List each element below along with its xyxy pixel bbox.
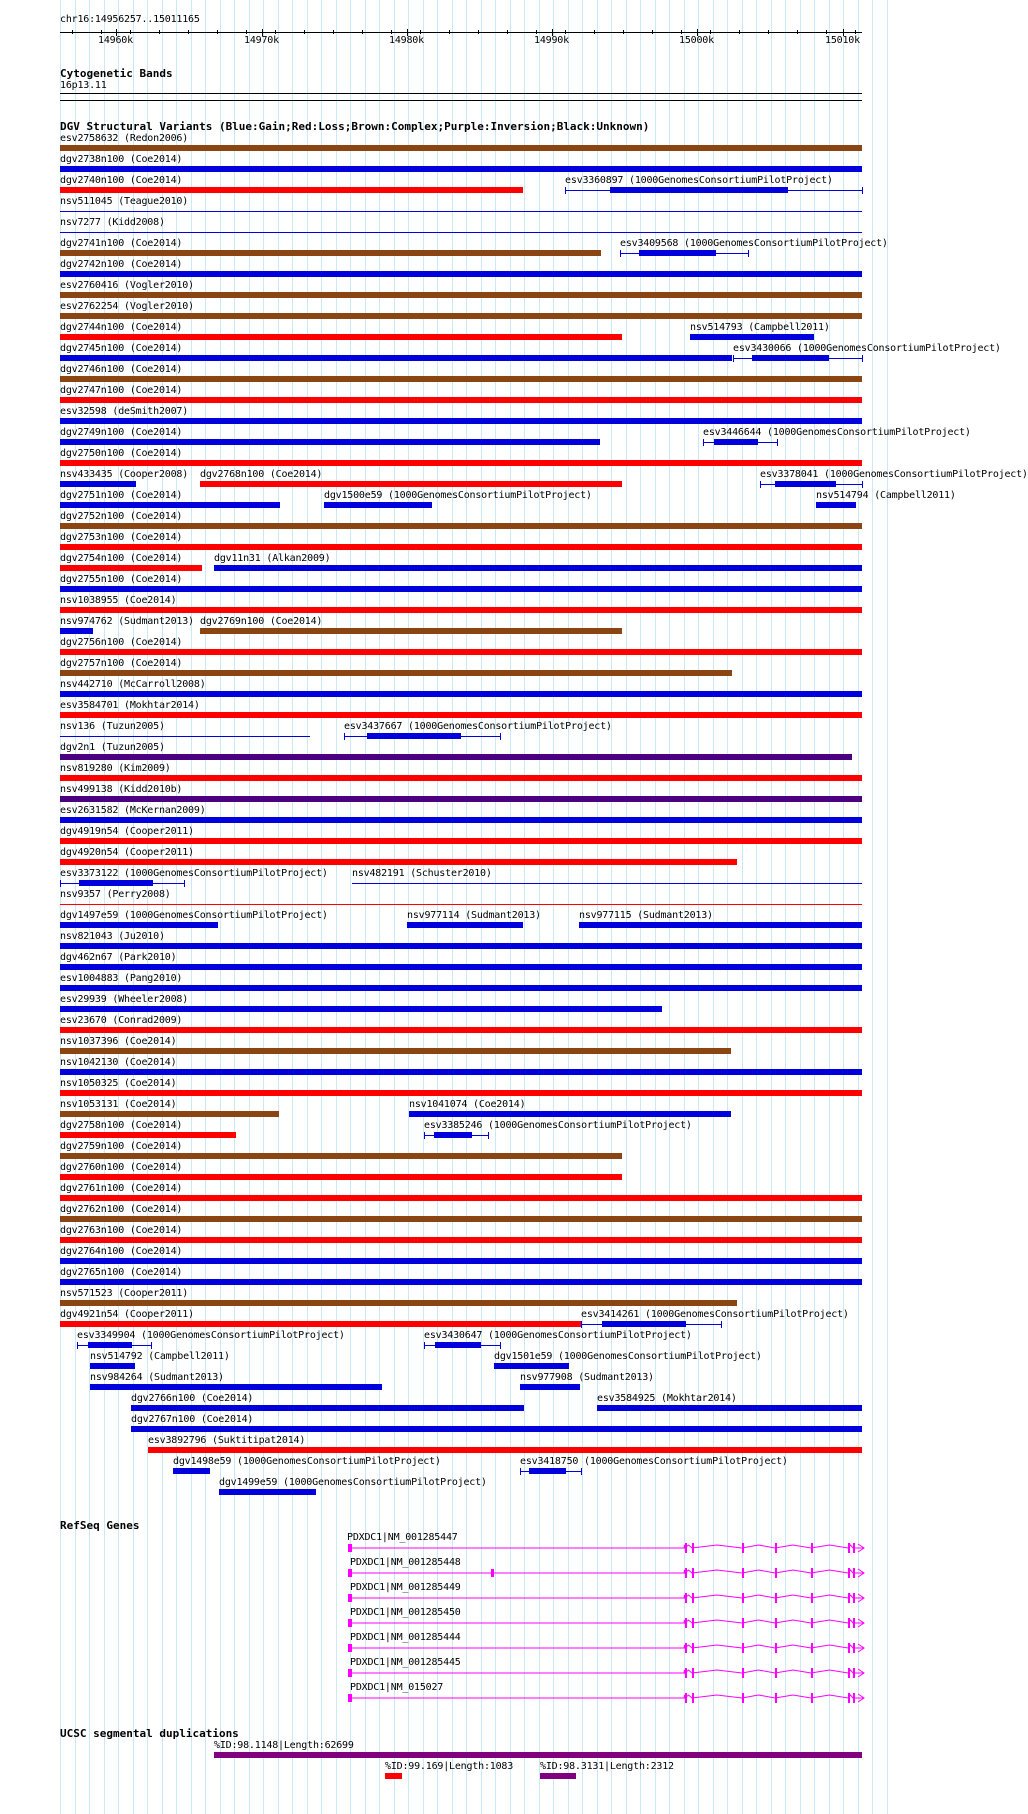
- variant-bar: [60, 943, 862, 949]
- variant-bar: [690, 334, 814, 340]
- segdup-label: %ID:98.1148|Length:62699: [214, 1740, 354, 1751]
- ruler-minor-tick: [304, 30, 305, 34]
- variant-bar: [60, 187, 523, 193]
- gene-structure: [348, 1593, 868, 1607]
- variant-label: nsv1038955 (Coe2014): [60, 595, 177, 606]
- gene-structure: [348, 1693, 868, 1707]
- variant-bar: [620, 250, 621, 257]
- ruler-minor-tick: [159, 30, 160, 34]
- variant-bar: [60, 166, 862, 172]
- variant-bar: [777, 439, 778, 446]
- variant-bar: [500, 1342, 501, 1349]
- variant-bar: [60, 1195, 862, 1201]
- variant-bar: [721, 1321, 722, 1328]
- variant-label: esv3385246 (1000GenomesConsortiumPilotProject): [424, 1120, 692, 1131]
- variant-label: esv29939 (Wheeler2008): [60, 994, 189, 1005]
- variant-label: nsv819280 (Kim2009): [60, 763, 171, 774]
- ruler-axis: [60, 32, 862, 33]
- variant-label: esv1004883 (Pang2010): [60, 973, 183, 984]
- variant-bar: [60, 1048, 731, 1054]
- variant-label: esv23670 (Conrad2009): [60, 1015, 183, 1026]
- variant-label: esv2760416 (Vogler2010): [60, 280, 194, 291]
- variant-bar: [60, 1258, 862, 1264]
- variant-bar: [639, 250, 716, 256]
- variant-label: dgv2762n100 (Coe2014): [60, 1204, 183, 1215]
- variant-bar: [60, 1111, 279, 1117]
- variant-label: dgv1497e59 (1000GenomesConsortiumPilotProject): [60, 910, 328, 921]
- variant-label: esv3418750 (1000GenomesConsortiumPilotProject): [520, 1456, 788, 1467]
- variant-label: dgv2761n100 (Coe2014): [60, 1183, 183, 1194]
- segdup-title: UCSC segmental duplications: [60, 1727, 239, 1740]
- variant-bar: [760, 481, 761, 488]
- variant-bar: [862, 481, 863, 488]
- cyto-title: Cytogenetic Bands: [60, 67, 173, 80]
- ruler-minor-tick: [275, 30, 276, 34]
- variant-bar: [200, 481, 622, 487]
- variant-bar: [816, 502, 856, 508]
- ruler-tick-label: 14980k: [389, 35, 424, 46]
- variant-bar: [60, 817, 862, 823]
- variant-label: dgv2767n100 (Coe2014): [131, 1414, 254, 1425]
- dgv-title: DGV Structural Variants (Blue:Gain;Red:Loss;Brown:Complex;Purple:Inversion;Black:Unknown): [60, 120, 650, 133]
- gene-label: PDXDC1|NM_001285447: [347, 1532, 458, 1543]
- variant-label: esv3584925 (Mokhtar2014): [597, 1393, 737, 1404]
- variant-bar: [579, 922, 862, 928]
- gene-structure: [348, 1668, 868, 1682]
- variant-bar: [60, 1216, 862, 1222]
- variant-label: dgv11n31 (Alkan2009): [214, 553, 331, 564]
- variant-label: esv32598 (deSmith2007): [60, 406, 189, 417]
- segdup-label: %ID:99.169|Length:1083: [385, 1761, 514, 1772]
- ruler-minor-tick: [420, 30, 421, 34]
- variant-bar: [200, 628, 622, 634]
- ruler-minor-tick: [130, 30, 131, 34]
- variant-bar: [602, 1321, 686, 1327]
- variant-bar: [173, 1468, 210, 1474]
- variant-bar: [77, 1342, 78, 1349]
- variant-bar: [60, 271, 862, 277]
- gene-structure: [348, 1618, 868, 1632]
- variant-label: esv3430647 (1000GenomesConsortiumPilotProject): [424, 1330, 692, 1341]
- ruler-tick-label: 14960k: [98, 35, 133, 46]
- cyto-band-label: 16p13.11: [60, 80, 107, 91]
- ruler-minor-tick: [797, 30, 798, 34]
- variant-bar: [424, 1342, 425, 1349]
- variant-bar: [60, 145, 862, 151]
- variant-bar: [60, 736, 310, 737]
- variant-label: dgv1501e59 (1000GenomesConsortiumPilotProject): [494, 1351, 762, 1362]
- variant-label: nsv136 (Tuzun2005): [60, 721, 165, 732]
- variant-bar: [597, 1405, 862, 1411]
- variant-bar: [60, 1174, 622, 1180]
- variant-bar: [60, 565, 202, 571]
- variant-label: dgv2742n100 (Coe2014): [60, 259, 183, 270]
- ruler-minor-tick: [739, 30, 740, 34]
- ruler-minor-tick: [826, 30, 827, 34]
- variant-label: dgv1500e59 (1000GenomesConsortiumPilotProject): [324, 490, 592, 501]
- variant-label: nsv977115 (Sudmant2013): [579, 910, 713, 921]
- variant-label: nsv9357 (Perry2008): [60, 889, 171, 900]
- variant-bar: [581, 1321, 582, 1328]
- variant-bar: [60, 670, 732, 676]
- ruler-tick-label: 15010k: [825, 35, 860, 46]
- ruler-tick-label: 14970k: [244, 35, 279, 46]
- gene-structure: [348, 1568, 868, 1582]
- variant-label: nsv1042130 (Coe2014): [60, 1057, 177, 1068]
- ruler-minor-tick: [449, 30, 450, 34]
- ruler-minor-tick: [594, 30, 595, 34]
- variant-label: esv3446644 (1000GenomesConsortiumPilotProject): [703, 427, 971, 438]
- variant-bar: [60, 1321, 581, 1327]
- variant-label: dgv2759n100 (Coe2014): [60, 1141, 183, 1152]
- variant-label: dgv2747n100 (Coe2014): [60, 385, 183, 396]
- ruler-minor-tick: [362, 30, 363, 34]
- variant-label: dgv2745n100 (Coe2014): [60, 343, 183, 354]
- variant-bar: [862, 355, 863, 362]
- variant-label: nsv433435 (Cooper2008): [60, 469, 189, 480]
- ruler-minor-tick: [565, 30, 566, 34]
- variant-label: dgv2768n100 (Coe2014): [200, 469, 323, 480]
- variant-label: esv3430066 (1000GenomesConsortiumPilotProject): [733, 343, 1001, 354]
- gene-label: PDXDC1|NM_015027: [350, 1682, 444, 1693]
- variant-label: nsv514793 (Campbell2011): [690, 322, 830, 333]
- variant-bar: [748, 250, 749, 257]
- variant-bar: [60, 397, 862, 403]
- variant-label: esv3360897 (1000GenomesConsortiumPilotProject): [565, 175, 833, 186]
- variant-bar: [90, 1363, 135, 1369]
- ruler-minor-tick: [855, 30, 856, 34]
- gene-label: PDXDC1|NM_001285444: [350, 1632, 461, 1643]
- variant-label: dgv2740n100 (Coe2014): [60, 175, 183, 186]
- variant-label: nsv482191 (Schuster2010): [352, 868, 492, 879]
- cyto-band-line: [60, 100, 862, 101]
- variant-label: nsv974762 (Sudmant2013): [60, 616, 194, 627]
- variant-bar: [151, 1342, 152, 1349]
- variant-label: dgv2756n100 (Coe2014): [60, 637, 183, 648]
- variant-bar: [581, 1468, 582, 1475]
- variant-label: dgv2769n100 (Coe2014): [200, 616, 323, 627]
- ruler-minor-tick: [710, 30, 711, 34]
- variant-bar: [60, 796, 862, 802]
- variant-bar: [60, 418, 862, 424]
- variant-bar: [60, 985, 862, 991]
- variant-bar: [148, 1447, 862, 1453]
- segdup-bar: [385, 1773, 402, 1779]
- variant-bar: [775, 481, 836, 487]
- variant-bar: [60, 292, 862, 298]
- gene-structure: [348, 1643, 868, 1657]
- gene-label: PDXDC1|NM_001285449: [350, 1582, 461, 1593]
- variant-bar: [60, 502, 280, 508]
- variant-bar: [424, 1132, 425, 1139]
- variant-bar: [714, 439, 758, 445]
- variant-label: esv3373122 (1000GenomesConsortiumPilotProject): [60, 868, 328, 879]
- variant-bar: [214, 565, 862, 571]
- refseq-title: RefSeq Genes: [60, 1519, 140, 1532]
- variant-label: nsv1037396 (Coe2014): [60, 1036, 177, 1047]
- variant-label: dgv2760n100 (Coe2014): [60, 1162, 183, 1173]
- variant-bar: [435, 1342, 481, 1348]
- variant-bar: [60, 1090, 862, 1096]
- grid-line: [872, 0, 873, 1814]
- ruler-tick-label: 14990k: [534, 35, 569, 46]
- variant-bar: [520, 1384, 580, 1390]
- segdup-label: %ID:98.3131|Length:2312: [540, 1761, 674, 1772]
- gene-label: PDXDC1|NM_001285450: [350, 1607, 461, 1618]
- variant-bar: [409, 1111, 731, 1117]
- variant-label: dgv2744n100 (Coe2014): [60, 322, 183, 333]
- variant-bar: [219, 1489, 316, 1495]
- variant-label: dgv462n67 (Park2010): [60, 952, 177, 963]
- ruler-minor-tick: [681, 30, 682, 34]
- region-label: chr16:14956257..15011165: [60, 14, 200, 25]
- variant-bar: [60, 211, 862, 212]
- ruler-minor-tick: [217, 30, 218, 34]
- variant-bar: [60, 250, 601, 256]
- variant-bar: [60, 880, 61, 887]
- variant-label: esv3414261 (1000GenomesConsortiumPilotProject): [581, 1309, 849, 1320]
- variant-bar: [60, 649, 862, 655]
- variant-bar: [60, 691, 862, 697]
- variant-bar: [862, 187, 863, 194]
- variant-bar: [60, 922, 218, 928]
- variant-label: nsv977114 (Sudmant2013): [407, 910, 541, 921]
- variant-bar: [60, 1027, 862, 1033]
- variant-label: dgv2750n100 (Coe2014): [60, 448, 183, 459]
- ruler-tick-label: 15000k: [679, 35, 714, 46]
- variant-bar: [90, 1384, 382, 1390]
- variant-label: esv3349904 (1000GenomesConsortiumPilotProject): [77, 1330, 345, 1341]
- variant-bar: [324, 502, 432, 508]
- variant-bar: [434, 1132, 472, 1138]
- variant-bar: [60, 859, 737, 865]
- variant-label: dgv4920n54 (Cooper2011): [60, 847, 194, 858]
- variant-label: dgv2758n100 (Coe2014): [60, 1120, 183, 1131]
- ruler-minor-tick: [478, 30, 479, 34]
- variant-bar: [60, 1153, 622, 1159]
- variant-bar: [60, 376, 862, 382]
- variant-bar: [565, 187, 566, 194]
- variant-label: dgv2754n100 (Coe2014): [60, 553, 183, 564]
- variant-label: nsv821043 (Ju2010): [60, 931, 165, 942]
- variant-label: esv3409568 (1000GenomesConsortiumPilotProject): [620, 238, 888, 249]
- variant-label: nsv1050325 (Coe2014): [60, 1078, 177, 1089]
- variant-label: esv2762254 (Vogler2010): [60, 301, 194, 312]
- variant-bar: [733, 355, 734, 362]
- ruler-minor-tick: [623, 30, 624, 34]
- variant-label: dgv2752n100 (Coe2014): [60, 511, 183, 522]
- variant-label: dgv2751n100 (Coe2014): [60, 490, 183, 501]
- ruler-minor-tick: [333, 30, 334, 34]
- variant-label: dgv2755n100 (Coe2014): [60, 574, 183, 585]
- variant-bar: [60, 544, 862, 550]
- variant-bar: [488, 1132, 489, 1139]
- variant-label: dgv2757n100 (Coe2014): [60, 658, 183, 669]
- ruler-minor-tick: [101, 30, 102, 34]
- variant-bar: [79, 880, 153, 886]
- variant-label: nsv514792 (Campbell2011): [90, 1351, 230, 1362]
- ruler-minor-tick: [188, 30, 189, 34]
- variant-bar: [60, 964, 862, 970]
- variant-bar: [352, 883, 862, 884]
- variant-label: nsv7277 (Kidd2008): [60, 217, 165, 228]
- variant-bar: [60, 1279, 862, 1285]
- variant-label: esv3892796 (Suktitipat2014): [148, 1435, 306, 1446]
- variant-label: nsv514794 (Campbell2011): [816, 490, 956, 501]
- variant-label: esv3437667 (1000GenomesConsortiumPilotProject): [344, 721, 612, 732]
- variant-label: esv3378041 (1000GenomesConsortiumPilotProject): [760, 469, 1028, 480]
- variant-label: dgv2765n100 (Coe2014): [60, 1267, 183, 1278]
- ruler-minor-tick: [72, 30, 73, 34]
- variant-bar: [60, 628, 93, 634]
- variant-label: dgv2746n100 (Coe2014): [60, 364, 183, 375]
- variant-bar: [60, 1006, 662, 1012]
- variant-label: esv2758632 (Redon2006): [60, 133, 189, 144]
- variant-label: nsv499138 (Kidd2010b): [60, 784, 183, 795]
- variant-bar: [60, 439, 600, 445]
- variant-bar: [610, 187, 788, 193]
- variant-bar: [60, 1300, 737, 1306]
- variant-bar: [60, 232, 862, 233]
- variant-bar: [494, 1363, 569, 1369]
- ruler-minor-tick: [507, 30, 508, 34]
- gene-label: PDXDC1|NM_001285448: [350, 1557, 461, 1568]
- variant-bar: [60, 313, 862, 319]
- variant-bar: [60, 586, 862, 592]
- variant-bar: [407, 922, 523, 928]
- variant-bar: [60, 775, 862, 781]
- variant-bar: [131, 1405, 524, 1411]
- gene-structure: [348, 1543, 868, 1557]
- variant-bar: [367, 733, 461, 739]
- variant-label: nsv1053131 (Coe2014): [60, 1099, 177, 1110]
- variant-bar: [184, 880, 185, 887]
- ruler-minor-tick: [652, 30, 653, 34]
- variant-label: dgv1498e59 (1000GenomesConsortiumPilotProject): [173, 1456, 441, 1467]
- gene-label: PDXDC1|NM_001285445: [350, 1657, 461, 1668]
- variant-label: dgv2763n100 (Coe2014): [60, 1225, 183, 1236]
- variant-bar: [60, 838, 862, 844]
- variant-bar: [60, 1069, 862, 1075]
- variant-bar: [752, 355, 829, 361]
- variant-label: esv3584701 (Mokhtar2014): [60, 700, 200, 711]
- variant-bar: [60, 1132, 236, 1138]
- variant-bar: [520, 1468, 521, 1475]
- variant-label: dgv2741n100 (Coe2014): [60, 238, 183, 249]
- variant-bar: [60, 607, 862, 613]
- variant-label: nsv984264 (Sudmant2013): [90, 1372, 224, 1383]
- variant-bar: [60, 1237, 862, 1243]
- variant-bar: [60, 904, 862, 905]
- variant-label: dgv2749n100 (Coe2014): [60, 427, 183, 438]
- segdup-bar: [540, 1773, 576, 1779]
- variant-bar: [60, 334, 622, 340]
- variant-label: dgv2764n100 (Coe2014): [60, 1246, 183, 1257]
- variant-bar: [88, 1342, 132, 1348]
- variant-bar: [60, 712, 862, 718]
- variant-bar: [60, 481, 136, 487]
- variant-bar: [60, 460, 862, 466]
- variant-bar: [60, 754, 852, 760]
- variant-label: nsv511045 (Teague2010): [60, 196, 189, 207]
- variant-bar: [131, 1426, 862, 1432]
- variant-label: dgv4921n54 (Cooper2011): [60, 1309, 194, 1320]
- variant-label: nsv1041074 (Coe2014): [409, 1099, 526, 1110]
- variant-label: esv2631582 (McKernan2009): [60, 805, 206, 816]
- variant-label: nsv442710 (McCarroll2008): [60, 679, 206, 690]
- ruler-minor-tick: [246, 30, 247, 34]
- variant-bar: [60, 523, 862, 529]
- ruler-minor-tick: [391, 30, 392, 34]
- grid-line: [887, 0, 888, 1814]
- ruler-minor-tick: [536, 30, 537, 34]
- segdup-bar: [214, 1752, 862, 1758]
- variant-bar: [500, 733, 501, 740]
- variant-bar: [529, 1468, 566, 1474]
- variant-label: dgv2766n100 (Coe2014): [131, 1393, 254, 1404]
- variant-bar: [344, 733, 345, 740]
- variant-label: nsv571523 (Cooper2011): [60, 1288, 189, 1299]
- variant-bar: [60, 355, 732, 361]
- ruler-minor-tick: [768, 30, 769, 34]
- variant-label: dgv1499e59 (1000GenomesConsortiumPilotProject): [219, 1477, 487, 1488]
- variant-label: dgv2753n100 (Coe2014): [60, 532, 183, 543]
- cyto-band-line: [60, 93, 862, 94]
- variant-label: dgv2n1 (Tuzun2005): [60, 742, 165, 753]
- variant-bar: [703, 439, 704, 446]
- variant-label: dgv4919n54 (Cooper2011): [60, 826, 194, 837]
- variant-label: nsv977908 (Sudmant2013): [520, 1372, 654, 1383]
- variant-label: dgv2738n100 (Coe2014): [60, 154, 183, 165]
